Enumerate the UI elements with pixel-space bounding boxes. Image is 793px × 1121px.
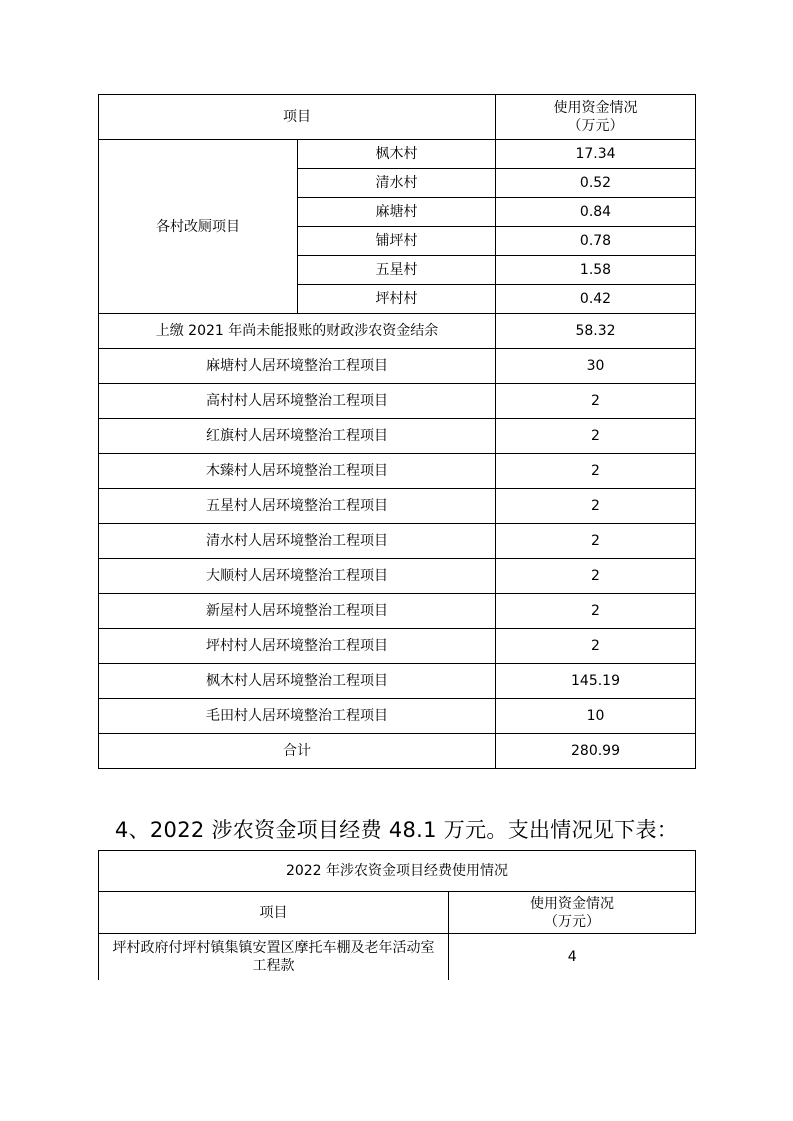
project-name: 麻塘村人居环境整治工程项目: [99, 349, 496, 384]
project-name: 新屋村人居环境整治工程项目: [99, 594, 496, 629]
project-amount: 30: [496, 349, 696, 384]
village-name: 枫木村: [298, 140, 496, 169]
village-amount: 17.34: [496, 140, 696, 169]
project-amount: 10: [496, 699, 696, 734]
project-name: 红旗村人居环境整治工程项目: [99, 419, 496, 454]
table-row: [99, 419, 696, 454]
table-row: [99, 349, 696, 384]
group-label: 各村改厕项目: [99, 140, 298, 314]
header-amount-line1: 使用资金情况: [553, 100, 638, 116]
total-label: 合计: [99, 734, 496, 769]
header-amount-line2: （万元）: [567, 118, 624, 134]
header-item: 项目: [99, 892, 449, 934]
fund-usage-table-2022: [98, 850, 696, 980]
table-header-row: [99, 892, 696, 934]
table-row: [99, 524, 696, 559]
project-amount: 4: [449, 934, 696, 981]
village-amount: 1.58: [496, 256, 696, 285]
table-title: 2022 年涉农资金项目经费使用情况: [99, 851, 696, 892]
village-name: 五星村: [298, 256, 496, 285]
project-amount: 2: [496, 524, 696, 559]
project-name: 木臻村人居环境整治工程项目: [99, 454, 496, 489]
header-amount: [449, 892, 696, 934]
project-name: 毛田村人居环境整治工程项目: [99, 699, 496, 734]
total-row: [99, 734, 696, 769]
project-name: 五星村人居环境整治工程项目: [99, 489, 496, 524]
project-name: 清水村人居环境整治工程项目: [99, 524, 496, 559]
header-amount-line1: 使用资金情况: [530, 895, 614, 912]
village-amount: 0.84: [496, 198, 696, 227]
project-name: 坪村村人居环境整治工程项目: [99, 629, 496, 664]
project-name: 枫木村人居环境整治工程项目: [99, 664, 496, 699]
project-amount: 58.32: [496, 314, 696, 349]
table-row: [99, 699, 696, 734]
table-row: [99, 140, 696, 169]
table-row: [99, 594, 696, 629]
project-name: 大顺村人居环境整治工程项目: [99, 559, 496, 594]
header-amount: [496, 95, 696, 140]
project-amount: 2: [496, 419, 696, 454]
project-amount: 145.19: [496, 664, 696, 699]
table-row: [99, 384, 696, 419]
project-name: 上缴 2021 年尚未能报账的财政涉农资金结余: [99, 314, 496, 349]
village-fund-table: [98, 94, 696, 769]
project-amount: 2: [496, 629, 696, 664]
village-name: 清水村: [298, 169, 496, 198]
table-header-row: [99, 95, 696, 140]
project-amount: 2: [496, 454, 696, 489]
project-amount: 2: [496, 489, 696, 524]
header-amount-line2: （万元）: [544, 913, 600, 930]
table-row: [99, 934, 696, 981]
table-title-row: [99, 851, 696, 892]
village-name: 坪村村: [298, 285, 496, 314]
project-name: 坪村政府付坪村镇集镇安置区摩托车棚及老年活动室工程款: [99, 934, 449, 981]
section-heading: 4、2022 涉农资金项目经费 48.1 万元。支出情况见下表：: [114, 818, 679, 842]
table-row: [99, 664, 696, 699]
project-amount: 2: [496, 594, 696, 629]
village-name: 铺坪村: [298, 227, 496, 256]
table-row: [99, 454, 696, 489]
table-row: [99, 629, 696, 664]
table-row: [99, 559, 696, 594]
village-name: 麻塘村: [298, 198, 496, 227]
project-amount: 2: [496, 559, 696, 594]
village-amount: 0.52: [496, 169, 696, 198]
table-row: [99, 489, 696, 524]
village-amount: 0.42: [496, 285, 696, 314]
project-amount: 2: [496, 384, 696, 419]
project-name: 高村村人居环境整治工程项目: [99, 384, 496, 419]
header-item: 项目: [99, 95, 496, 140]
total-amount: 280.99: [496, 734, 696, 769]
table-row: [99, 314, 696, 349]
village-amount: 0.78: [496, 227, 696, 256]
